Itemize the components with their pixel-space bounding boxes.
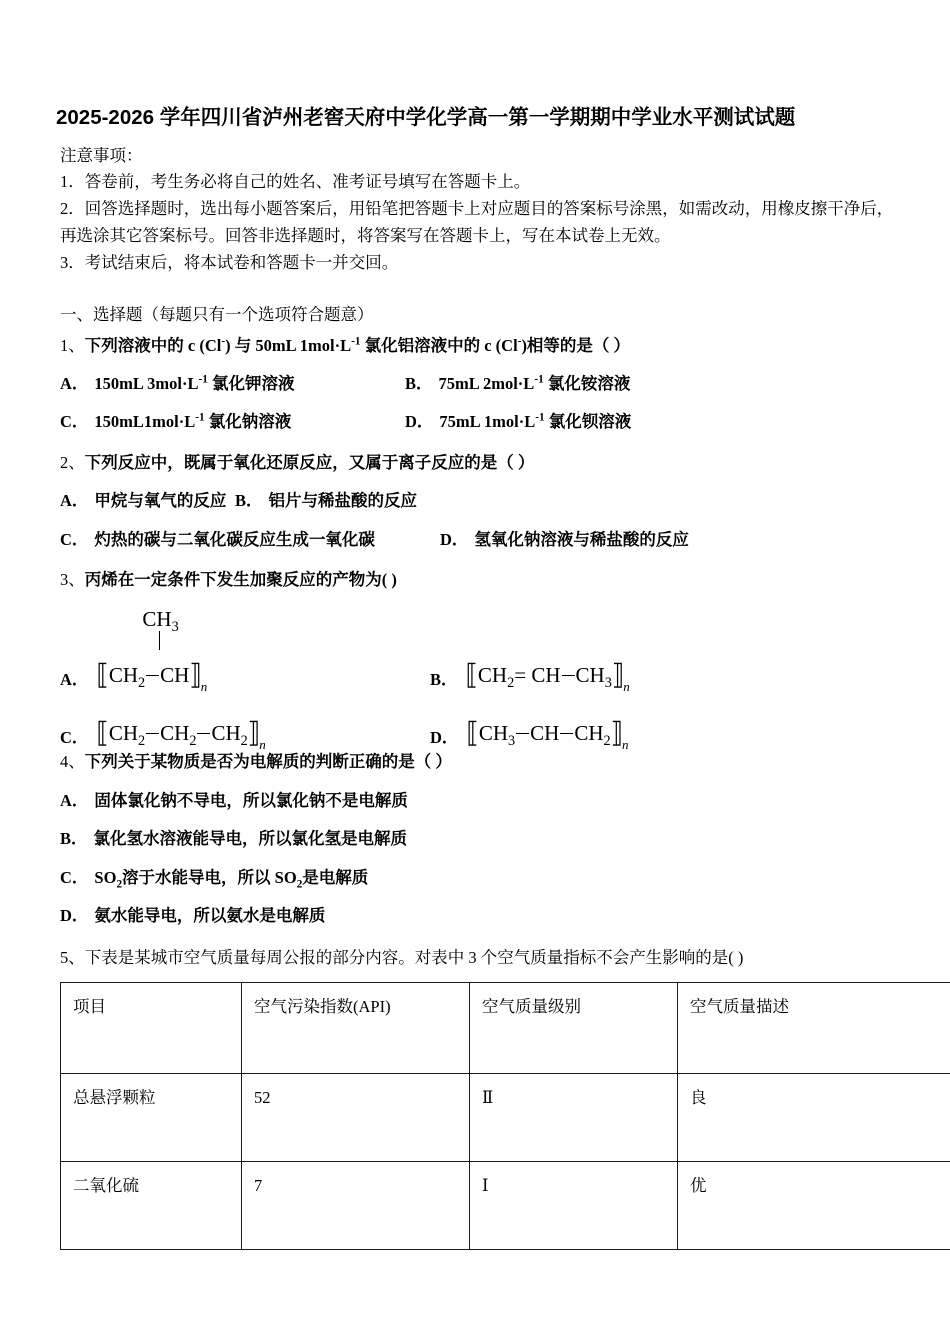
question-1-option-b[interactable] <box>405 371 805 397</box>
option-b-text: 氯化氢水溶液能导电，所以氯化氢是电解质 <box>93 829 408 849</box>
question-4-stem-text: 下列关于某物质是否为电解质的判断正确的是（ ） <box>84 752 452 772</box>
question-1-option-d[interactable] <box>405 409 805 435</box>
question-5 <box>60 945 920 1249</box>
option-label-c: C． <box>60 412 89 432</box>
question-1-options-row-2 <box>60 409 920 435</box>
bracket-open-icon: ⟦ <box>466 718 479 749</box>
polymer-formula-d: $⟦CH_3$ CH $CH_2⟧_n$ <box>466 713 629 753</box>
polymer-formula-c: $⟦CH_2$ $CH_2$ $CH_2⟧_n$ <box>96 713 266 753</box>
q1-stem-sup2: -1 <box>351 335 361 348</box>
polymer-formula-b: $⟦CH_2=$ CH $CH_3⟧_n$ <box>466 655 631 695</box>
double-bond-icon: = <box>514 663 527 688</box>
page-content <box>56 0 920 1250</box>
bracket-close-icon: ⟧ <box>611 660 625 691</box>
option-label-c: C． <box>60 728 89 747</box>
question-4-option-b[interactable] <box>60 826 407 852</box>
option-a-text-post: 氯化钾溶液 <box>207 374 295 394</box>
notice-item-2: 2．回答选择题时，选出每小题答案后，用铅笔把答题卡上对应题目的答案标号涂黑，如需改动，用橡皮擦干净后， <box>60 199 894 219</box>
question-2-option-b[interactable] <box>235 488 417 514</box>
branch-group-ch3: $CH_3$ <box>142 607 179 636</box>
page-title: 2025-2026 学年四川省泸州老窖天府中学化学高一第一学期期中学业水平测试试题 <box>56 106 796 129</box>
question-4-option-d[interactable] <box>60 903 325 929</box>
option-label-d: D． <box>60 905 89 925</box>
q1-stem-sup1: - <box>221 335 226 348</box>
question-4-option-a[interactable] <box>60 788 408 814</box>
polymer-formula-a: $CH_3$ $⟦CH_2$ $CH⟧_n$ <box>96 655 208 695</box>
bracket-close-icon: ⟧ <box>189 660 202 691</box>
question-2 <box>60 450 920 553</box>
bond-line-icon <box>562 675 575 676</box>
table-header-description: 空气质量描述 <box>678 982 950 1073</box>
question-4-option-c-row <box>60 865 920 891</box>
table-header-api: 空气污染指数(API) <box>242 982 470 1073</box>
option-label-a: A． <box>60 491 89 511</box>
option-c-text-pre: 150mL1mol·L <box>94 412 196 432</box>
q1-stem-p3: 氯化铝溶液中的 c (Cl <box>360 335 518 355</box>
question-4-number: 4、 <box>60 752 85 772</box>
option-label-b: B． <box>430 670 458 689</box>
section-heading: 一、选择题（每题只有一个选项符合题意） <box>60 305 374 325</box>
question-4 <box>60 749 920 929</box>
table-cell-item: 二氧化硫 <box>61 1161 242 1249</box>
question-3-option-b[interactable] <box>430 655 631 695</box>
option-c-text-post: 氯化钠溶液 <box>204 412 292 432</box>
branch-bond-line <box>159 631 160 650</box>
option-c-text: $SO_2$溶于水能导电，所以 $SO_2$是电解质 <box>94 867 369 890</box>
bracket-open-icon: ⟦ <box>96 660 109 691</box>
question-4-option-c[interactable] <box>60 865 368 891</box>
question-1 <box>60 333 920 436</box>
option-label-a: A． <box>60 374 89 394</box>
table-header-item: 项目 <box>61 982 242 1073</box>
question-3-stem <box>60 567 920 593</box>
option-c-sup: -1 <box>195 411 205 424</box>
question-5-stem <box>60 945 920 971</box>
option-label-a: A． <box>60 670 89 689</box>
table-row <box>61 1161 950 1249</box>
question-1-option-a[interactable] <box>60 371 405 397</box>
option-label-c: C． <box>60 529 89 549</box>
notice-block <box>60 143 920 277</box>
table-row <box>61 1073 950 1161</box>
bond-line-icon <box>146 675 159 676</box>
bond-line-icon <box>516 733 529 734</box>
table-header-row <box>61 982 950 1073</box>
option-a-text: 甲烷与氧气的反应 <box>94 491 227 511</box>
option-b-text-post: 氯化铵溶液 <box>543 374 631 394</box>
question-1-option-c[interactable] <box>60 409 405 435</box>
option-label-d: D． <box>405 412 434 432</box>
option-label-a: A． <box>60 790 89 810</box>
notice-item-1: 1．答卷前，考生务必将自己的姓名、准考证号填写在答题卡上。 <box>60 172 531 192</box>
option-d-text: 氢氧化钠溶液与稀盐酸的反应 <box>474 529 689 549</box>
bracket-close-icon: ⟧ <box>247 718 261 749</box>
question-3-option-a[interactable] <box>60 607 208 695</box>
table-cell-api: 52 <box>242 1073 470 1161</box>
option-c-text: 灼热的碳与二氧化碳反应生成一氧化碳 <box>94 529 375 549</box>
option-label-d: D． <box>430 728 459 747</box>
option-a-sup: -1 <box>198 373 208 386</box>
q1-stem-sup3: - <box>517 335 522 348</box>
option-a-text-pre: 150mL 3mol·L <box>94 374 199 394</box>
question-2-number: 2、 <box>60 452 85 472</box>
air-quality-table <box>60 982 950 1250</box>
question-4-option-a-row <box>60 788 920 814</box>
option-b-sup: -1 <box>534 373 544 386</box>
question-4-option-d-row <box>60 903 920 929</box>
bracket-open-icon: ⟦ <box>96 718 109 749</box>
option-b-text-pre: 75mL 2mol·L <box>438 374 535 394</box>
question-3-stem-text: 丙烯在一定条件下发生加聚反应的产物为( ) <box>84 570 397 589</box>
option-d-sup: -1 <box>535 411 545 424</box>
option-label-c: C． <box>60 867 89 887</box>
question-1-number: 1、 <box>60 335 85 355</box>
question-2-option-a[interactable] <box>60 488 235 514</box>
q1-stem-p4: )相等的是（ ） <box>521 335 631 355</box>
option-b-text: 铝片与稀盐酸的反应 <box>268 491 418 511</box>
question-3-options <box>60 603 920 752</box>
question-3-option-d[interactable] <box>430 713 630 753</box>
question-1-options-row-1 <box>60 371 920 397</box>
bracket-close-icon: ⟧ <box>610 718 624 749</box>
notice-item-3: 3．考试结束后，将本试卷和答题卡一并交回。 <box>60 252 399 272</box>
option-label-b: B． <box>235 491 263 511</box>
question-1-stem <box>60 333 920 359</box>
table-cell-api: 7 <box>242 1161 470 1249</box>
question-2-options-row-2 <box>60 527 920 553</box>
option-d-text-pre: 75mL 1mol·L <box>439 412 536 432</box>
table-header-level: 空气质量级别 <box>470 982 678 1073</box>
option-d-text: 氨水能导电，所以氨水是电解质 <box>94 905 326 925</box>
question-3 <box>60 567 920 752</box>
question-2-option-d[interactable] <box>440 527 689 553</box>
table-cell-level: Ⅰ <box>470 1161 678 1249</box>
question-3-option-c[interactable] <box>60 713 267 753</box>
question-3-number: 3、 <box>60 570 85 589</box>
bond-line-icon <box>197 733 210 734</box>
air-quality-table-wrapper <box>60 982 920 1250</box>
table-cell-description: 良 <box>678 1073 950 1161</box>
question-2-option-c[interactable] <box>60 527 440 553</box>
question-2-stem-text: 下列反应中，既属于氧化还原反应，又属于离子反应的是（ ） <box>84 452 535 472</box>
question-5-number: 5、 <box>60 948 85 968</box>
table-cell-description: 优 <box>678 1161 950 1249</box>
bond-line-icon <box>146 733 159 734</box>
bond-line-icon <box>560 733 573 734</box>
question-2-options-row-1 <box>60 488 920 514</box>
option-d-text-post: 氯化钡溶液 <box>544 412 632 432</box>
notice-heading: 注意事项： <box>60 145 143 165</box>
notice-item-2-cont: 再选涂其它答案标号。回答非选择题时，将答案写在答题卡上，写在本试卷上无效。 <box>60 225 671 245</box>
q1-stem-p1: 下列溶液中的 c (Cl <box>84 335 222 355</box>
table-cell-level: Ⅱ <box>470 1073 678 1161</box>
option-a-text: 固体氯化钠不导电，所以氯化钠不是电解质 <box>94 790 408 810</box>
option-label-d: D． <box>440 529 469 549</box>
option-label-b: B． <box>60 829 88 849</box>
option-label-b: B． <box>405 374 433 394</box>
question-2-stem <box>60 450 920 476</box>
question-4-option-b-row <box>60 826 920 852</box>
question-5-stem-text: 下表是某城市空气质量每周公报的部分内容。对表中 3 个空气质量指标不会产生影响的是( ) <box>84 948 744 968</box>
bracket-open-icon: ⟦ <box>465 660 478 691</box>
table-cell-item: 总悬浮颗粒 <box>61 1073 242 1161</box>
q1-stem-p2: ) 与 50mL 1mol·L <box>225 335 352 355</box>
